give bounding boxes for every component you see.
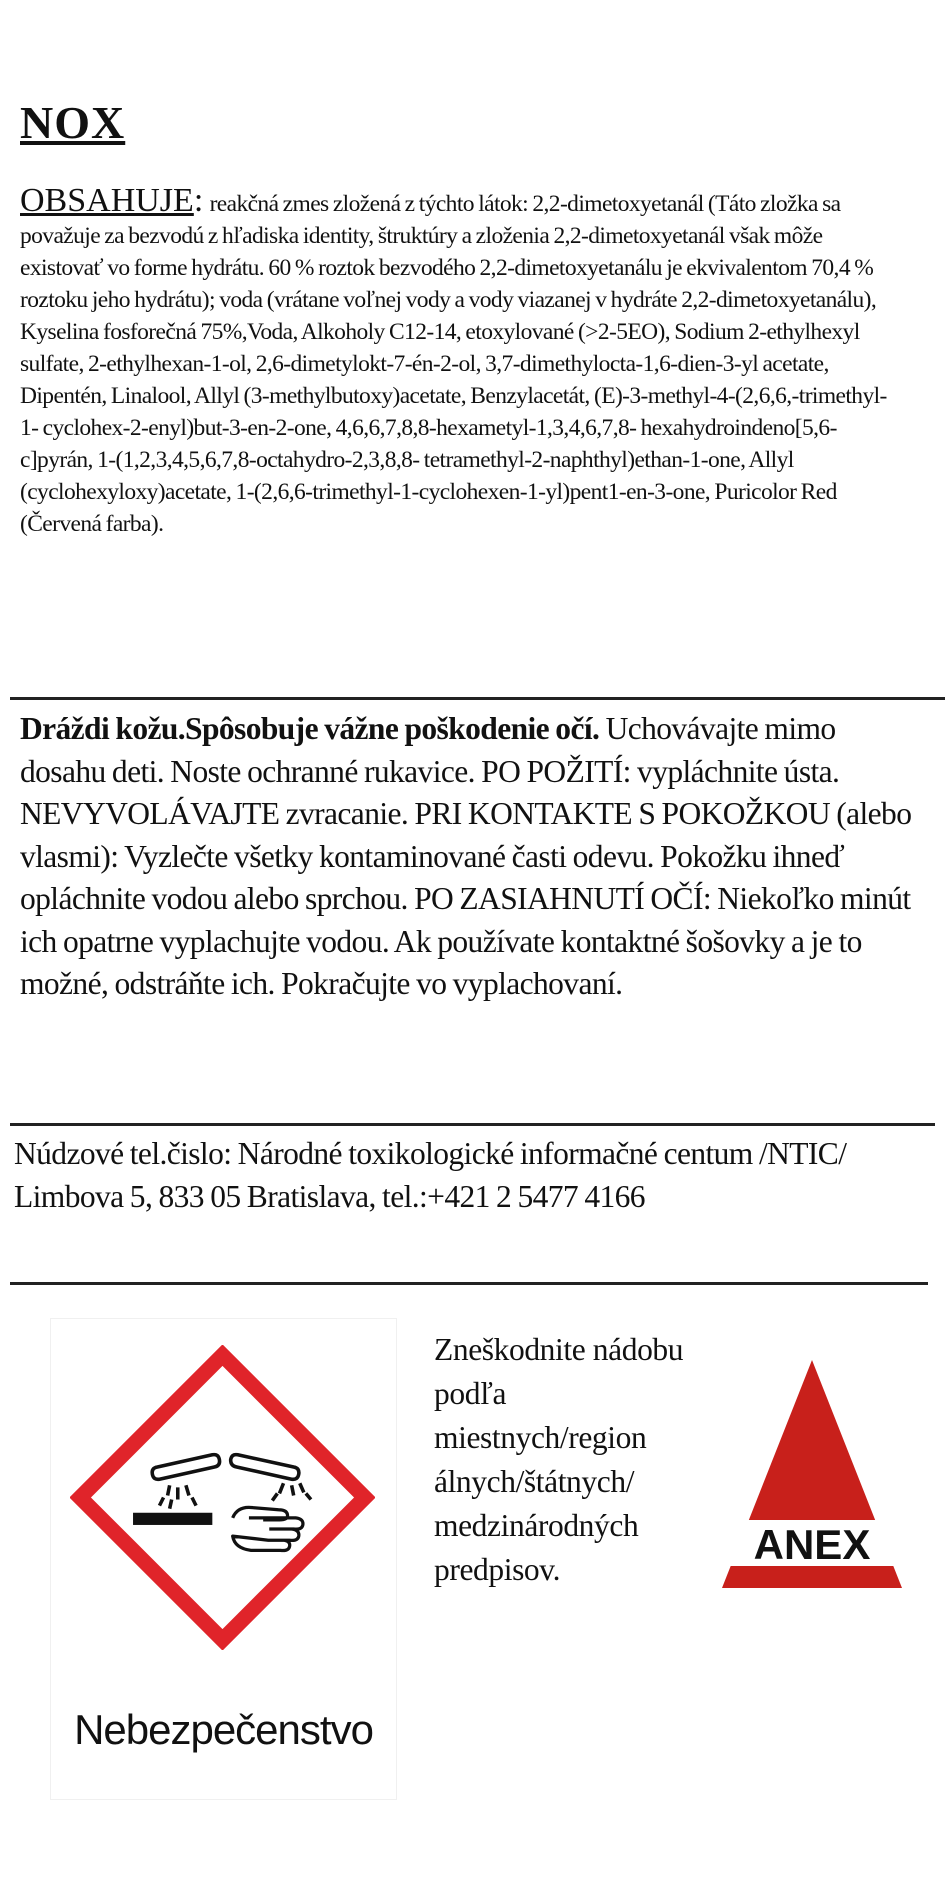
divider-3 xyxy=(10,1282,928,1285)
hazard-pictogram-card xyxy=(50,1318,397,1800)
composition-section xyxy=(20,182,905,540)
anex-logo-text: ANEX xyxy=(753,1521,871,1568)
ghs05-corrosion-icon xyxy=(70,1345,375,1650)
signal-word: Nebezpečenstvo xyxy=(74,1706,373,1753)
anex-logo xyxy=(712,1348,912,1603)
divider-2 xyxy=(10,1123,935,1126)
precautionary-statements: Uchovávajte mimo dosahu deti. Noste ochranné rukavice. PO POŽITÍ: vypláchnite ústa. NEVYVOLÁVAJTE zvracanie. PRI KONTAKTE S POKOŽKOU (alebo vlasmi): Vyzlečte všetky kontaminované časti odevu. Pokožku ihneď opláchnite vodou alebo sprchou. PO ZASIAHNUTÍ OČÍ: Niekoľko minút ich opatrne vyplachujte vodou. Ak používate kontaktné šošovky a je to možné, odstráňte ich. Pokračujte vo vyplachovaní. xyxy=(20,711,912,1001)
disposal-instructions: Zneškodnite nádobu podľa miestnych/region álnych/štátnych/ medzinárodných predpisov. xyxy=(434,1332,684,1587)
composition-label: OBSAHUJE xyxy=(20,182,194,219)
divider-1 xyxy=(10,697,945,700)
composition-colon: : xyxy=(193,182,210,219)
product-title: NOX xyxy=(20,97,126,148)
hazard-section xyxy=(20,708,920,1006)
hazard-statement: Dráždi kožu.Spôsobuje vážne poškodenie očí. xyxy=(20,711,600,746)
emergency-contact: Núdzové tel.čislo: Národné toxikologické informačné centum /NTIC/ Limbova 5, 833 05 Bratislava, tel.:+421 2 5477 4166 xyxy=(14,1136,847,1214)
composition-text: reakčná zmes zložená z týchto látok: 2,2-dimetoxyetanál (Táto zložka sa považuje za bezvodú z hľadiska identity, štruktúry a zloženia 2,2-dimetoxyetanál však môže existovať vo forme hydrátu. 60 % roztok bezvodého 2,2-dimetoxyetanálu je ekvivalentom 70,4 % roztoku jeho hydrátu); voda (vrátane voľnej vody a vody viazanej v hydráte 2,2-dimetoxyetanálu), Kyselina fosforečná 75%,Voda, Alkoholy C12-14, etoxylované (>2-5EO), Sodium 2-ethylhexyl sulfate, 2-ethylhexan-1-ol, 2,6-dimetylokt-7-én-2-ol, 3,7-dimethylocta-1,6-dien-3-yl acetate, Dipentén, Linalool, Allyl (3-methylbutoxy)acetate, Benzylacetát, (E)-3-methyl-4-(2,6,6,-trimethyl-1- cyclohex-2-enyl)but-3-en-2-one, 4,6,6,7,8,8-hexametyl-1,3,4,6,7,8- hexahydroindeno[5,6-c]pyrán, 1-(1,2,3,4,5,6,7,8-octahydro-2,3,8,8- tetramethyl-2-naphthyl)ethan-1-one, Allyl (cyclohexyloxy)acetate, 1-(2,6,6-trimethyl-1-cyclohexen-1-yl)pent1-en-3-one, Puricolor Red (Červená farba). xyxy=(20,191,887,537)
